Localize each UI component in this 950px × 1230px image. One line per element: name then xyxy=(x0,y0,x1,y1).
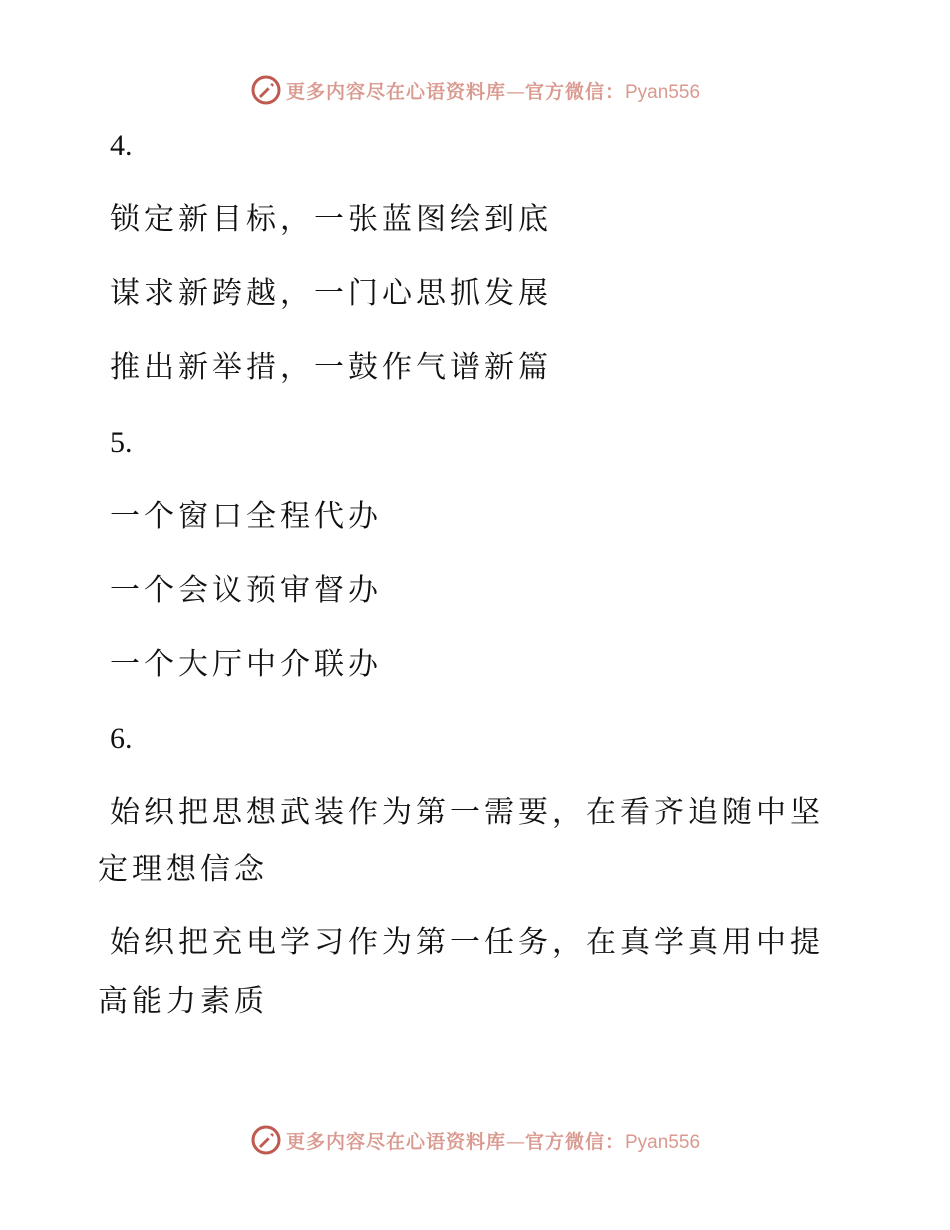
pen-nib-logo-icon xyxy=(250,74,282,106)
body-line: 一个窗口全程代办 xyxy=(110,499,382,534)
footer-watermark xyxy=(0,1120,950,1160)
body-line: 谋求新跨越，一门心思抓发展 xyxy=(110,276,552,311)
body-line: 一个会议预审督办 xyxy=(110,573,382,608)
paragraph-line: 始织把充电学习作为第一任务，在真学真用中提 xyxy=(110,925,824,960)
body-line: 推出新举措，一鼓作气谱新篇 xyxy=(110,350,552,385)
watermark-text: 更多内容尽在心语资料库—官方微信：Pyan556 xyxy=(285,1130,701,1153)
paragraph-line: 始织把思想武装作为第一需要，在看齐追随中坚 xyxy=(110,795,824,830)
section-number: 6. xyxy=(110,722,133,755)
header-watermark xyxy=(0,70,950,110)
section-number: 4. xyxy=(110,129,133,162)
paragraph-line-continued: 定理想信念 xyxy=(98,852,268,887)
body-line: 一个大厅中介联办 xyxy=(110,647,382,682)
paragraph-line-continued: 高能力素质 xyxy=(98,984,268,1019)
section-number: 5. xyxy=(110,426,133,459)
watermark-text: 更多内容尽在心语资料库—官方微信：Pyan556 xyxy=(285,80,701,103)
pen-nib-logo-icon xyxy=(250,1124,282,1156)
body-line: 锁定新目标，一张蓝图绘到底 xyxy=(110,202,552,237)
